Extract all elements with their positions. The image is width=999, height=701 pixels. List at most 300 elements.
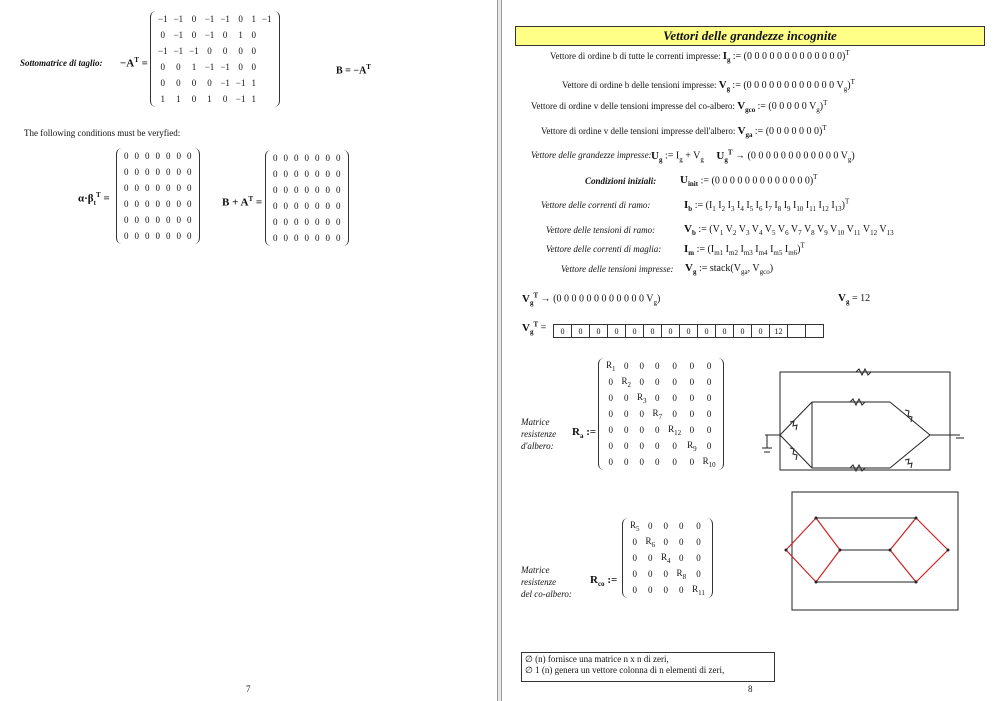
- vector-cell: 0: [572, 325, 590, 338]
- matrix-cell: 0: [639, 409, 645, 419]
- matrix-cell: 0: [238, 14, 243, 24]
- matrix-cell: 0: [124, 167, 129, 177]
- matrix-cell: 0: [294, 169, 299, 179]
- matrix-cell: 0: [336, 233, 341, 243]
- matrix-cell: 0: [294, 201, 299, 211]
- matrix-cell: 0: [283, 169, 288, 179]
- matrix-row: [627, 534, 708, 550]
- matrix-cell: 0: [672, 377, 677, 387]
- matrix-cell: 1: [176, 94, 181, 104]
- matrix-cell: 0: [134, 151, 139, 161]
- vector-cell: 0: [680, 325, 698, 338]
- condizioni-iniziali-line: Condizioni iniziali:: [585, 176, 657, 186]
- list-subscript: 9: [824, 229, 828, 237]
- grandezze-impresse-expr: $U_g$ := $I_g + V_g$ $U_g^T \to (0$ 0 0 0 0 0 0 0 0 0 0 0 $V_g$): [651, 148, 855, 164]
- vector-cell: 0: [752, 325, 770, 338]
- matrix-cell: 0: [304, 233, 309, 243]
- matrix-cell: 0: [238, 62, 243, 72]
- matrix-cell: 0: [679, 585, 684, 595]
- matrix-cell: 0: [315, 185, 320, 195]
- list-subscript: 13: [834, 205, 842, 214]
- matrix-cell: 0: [648, 569, 653, 579]
- matrix-cell: 0: [325, 169, 330, 179]
- matrix-cell: 0: [689, 409, 695, 419]
- vg-transpose-eval: $V_g^T \to (0$ 0 0 0 0 0 0 0 0 0 0 0 $V_g$): [522, 291, 661, 307]
- vector-cell: [788, 325, 806, 338]
- sottomatrice-expression: $-A^T$ =: [120, 56, 148, 70]
- matrix-cell: 1: [238, 30, 243, 40]
- list-subscript: 1: [719, 229, 724, 237]
- matrix-cell: 0: [632, 569, 637, 579]
- page-7: [0, 0, 497, 701]
- matrix-cell: 0: [672, 393, 677, 403]
- rco-label: Matrice resistenze del co-albero:: [521, 565, 572, 599]
- conditions-text: The following conditions must be veryfied:: [24, 128, 181, 138]
- matrix-cell: 0: [706, 393, 712, 403]
- matrix-cell: −1: [235, 78, 246, 88]
- matrix-cell: 0: [166, 231, 171, 241]
- matrix-cell: 0: [155, 199, 160, 209]
- vector-cell: [806, 325, 824, 338]
- list-subscript: 12: [821, 205, 829, 214]
- matrix-cell: 0: [608, 393, 613, 403]
- matrix-cell: 0: [304, 169, 309, 179]
- matrix-cell: 0: [251, 62, 256, 72]
- matrix-cell: 0: [315, 217, 320, 227]
- matrix-cell: 0: [325, 233, 330, 243]
- matrix-cell: 0: [608, 441, 613, 451]
- vector-cell: 0: [626, 325, 644, 338]
- vector-cell: 0: [716, 325, 734, 338]
- matrix-cell: 0: [207, 46, 212, 56]
- matrix-cell: 0: [672, 409, 677, 419]
- matrix-cell: 0: [679, 553, 684, 563]
- matrix-row: [270, 182, 344, 198]
- matrix-cell: −1: [158, 46, 168, 56]
- matrix-cell: $R_3$: [637, 391, 647, 405]
- matrix-cell: 0: [155, 151, 160, 161]
- matrix-cell: 0: [624, 425, 629, 435]
- matrix-cell: 0: [689, 361, 695, 371]
- matrix-cell: 0: [176, 231, 181, 241]
- matrix-cell: 0: [624, 409, 629, 419]
- matrix-cell: 0: [222, 30, 228, 40]
- matrix-cell: 0: [639, 441, 645, 451]
- matrix-cell: 0: [155, 215, 160, 225]
- matrix-cell: $R_7$: [652, 407, 663, 421]
- matrix-cell: 0: [655, 393, 660, 403]
- matrix-cell: 0: [294, 233, 299, 243]
- matrix-cell: 0: [639, 377, 645, 387]
- matrix-cell: 0: [176, 151, 181, 161]
- matrix-cell: 0: [696, 569, 701, 579]
- matrix-cell: 0: [124, 199, 129, 209]
- matrix-cell: −1: [220, 14, 230, 24]
- ra-expression: $R_a$ :=: [572, 426, 597, 441]
- matrix-cell: 0: [294, 153, 299, 163]
- matrix-cell: 0: [663, 569, 669, 579]
- matrix-cell: 0: [283, 201, 288, 211]
- matrix-cell: 0: [134, 215, 139, 225]
- matrix-cell: −1: [220, 62, 230, 72]
- matrix-subscript: 9: [693, 444, 697, 453]
- matrix-cell: 0: [283, 153, 288, 163]
- matrix-cell: −1: [173, 46, 184, 56]
- correnti-ramo-line: Vettore delle correnti di ramo:: [541, 200, 651, 210]
- matrix-cell: 0: [336, 185, 341, 195]
- matrix-row: [603, 406, 719, 422]
- matrix-cell: −1: [204, 62, 215, 72]
- matrix-cell: 0: [134, 231, 139, 241]
- matrix-row: [121, 212, 195, 228]
- matrix-cell: 0: [251, 46, 256, 56]
- matrix-subscript: 6: [651, 540, 656, 549]
- section-title: Vettori delle grandezze incognite: [515, 26, 985, 46]
- matrix-row: [270, 198, 344, 214]
- vector-cell: 0: [734, 325, 752, 338]
- matrix-cell: 0: [672, 361, 677, 371]
- vector-cell: 0: [698, 325, 716, 338]
- matrix-cell: 0: [145, 151, 150, 161]
- list-subscript: m4: [758, 249, 768, 258]
- matrix-cell: 0: [639, 457, 645, 467]
- matrix-cell: 0: [145, 167, 150, 177]
- matrix-cell: $R_2$: [621, 375, 632, 389]
- matrix-cell: $R_{11}$: [692, 583, 705, 597]
- vector-cell: 0: [662, 325, 680, 338]
- page-number: 8: [748, 684, 753, 694]
- matrix-cell: 0: [145, 183, 150, 193]
- list-subscript: m2: [729, 249, 738, 258]
- matrix-cell: 0: [655, 361, 660, 371]
- matrix-cell: −1: [158, 14, 168, 24]
- matrix-row: [270, 166, 344, 182]
- matrix-cell: 0: [679, 521, 684, 531]
- matrix-cell: 0: [655, 425, 660, 435]
- tensioni-ramo-line: Vettore delle tensioni di ramo:: [546, 225, 656, 235]
- matrix-row: [627, 582, 708, 598]
- list-subscript: 5: [772, 229, 776, 237]
- sottomatrice-label: Sottomatrice di taglio:: [20, 58, 103, 68]
- matrix-cell: 0: [336, 217, 341, 227]
- matrix-cell: 0: [283, 217, 288, 227]
- matrix-cell: 0: [315, 233, 320, 243]
- matrix-cell: −1: [204, 14, 215, 24]
- matrix-cell: 1: [251, 14, 256, 24]
- matrix-cell: 0: [679, 537, 684, 547]
- B-plus-A-zero-matrix: [265, 150, 349, 246]
- matrix-cell: 0: [672, 441, 677, 451]
- ra-label: Matrice resistenze d'albero:: [521, 417, 557, 451]
- matrix-row: [603, 390, 719, 406]
- matrix-cell: $R_5$: [630, 519, 640, 533]
- matrix-cell: 0: [166, 151, 171, 161]
- matrix-subscript: 3: [643, 396, 647, 405]
- matrix-row: [270, 230, 344, 246]
- matrix-cell: 0: [176, 199, 181, 209]
- matrix-cell: 0: [273, 153, 278, 163]
- grandezze-impresse-line: Vettore delle grandezze impresse:: [531, 150, 652, 160]
- matrix-row: [603, 374, 719, 390]
- tensioni-stack-expr: $V_g$ := $stack(V_{ga}$, $V_{gco}$): [685, 262, 774, 277]
- matrix-cell: 0: [155, 231, 160, 241]
- matrix-cell: 0: [663, 537, 669, 547]
- matrix-cell: 0: [145, 215, 150, 225]
- matrix-row: [627, 518, 708, 534]
- rco-matrix: [622, 518, 713, 598]
- matrix-cell: 0: [663, 521, 669, 531]
- list-subscript: 1: [712, 205, 716, 214]
- matrix-cell: 0: [166, 167, 171, 177]
- matrix-cell: 0: [304, 185, 309, 195]
- matrix-subscript: 12: [674, 428, 682, 437]
- matrix-cell: 0: [273, 169, 278, 179]
- condizioni-iniziali-expr: $U_{init}$ := (0 0 0 0 0 0 0 0 0 0 0 0 0)$^T$: [680, 173, 818, 189]
- list-subscript: 8: [811, 229, 815, 237]
- matrix-cell: 0: [624, 457, 629, 467]
- matrix-cell: $R_8$: [676, 567, 687, 581]
- list-subscript: 8: [777, 205, 782, 214]
- matrix-cell: 0: [639, 361, 645, 371]
- zero-functions-note: ∅ (n) fornisce una matrice n x n di zeri, ∅ 1 (n) genera un vettore colonna di n elementi di zeri,: [521, 652, 775, 682]
- matrix-cell: 0: [191, 14, 197, 24]
- matrix-cell: 0: [325, 153, 330, 163]
- matrix-subscript: 11: [698, 588, 705, 597]
- matrix-cell: −1: [235, 94, 246, 104]
- matrix-subscript: 4: [667, 556, 671, 565]
- correnti-ramo-expr: $I_b$ := ($I_1$ $I_2$ $I_3$ $I_4$ $I_5$ $I_6$ $I_7$ $I_8$ $I_9$ $I_{10}$ $I_{11}$ $I_{12}$ $I_{13})^T$: [684, 198, 850, 214]
- matrix-cell: 0: [689, 457, 695, 467]
- matrix-cell: 0: [176, 78, 181, 88]
- list-subscript: 11: [853, 229, 861, 237]
- matrix-cell: 0: [145, 199, 150, 209]
- list-subscript: 6: [759, 205, 763, 214]
- page-number: 7: [246, 684, 251, 694]
- matrix-cell: 0: [124, 151, 129, 161]
- matrix-cell: 0: [273, 201, 278, 211]
- list-superscript: T: [845, 198, 850, 206]
- matrix-row: [155, 11, 275, 27]
- matrix-cell: 1: [251, 78, 256, 88]
- matrix-cell: −1: [261, 14, 272, 24]
- matrix-cell: 0: [608, 409, 613, 419]
- matrix-cell: 0: [304, 217, 309, 227]
- matrix-cell: −1: [173, 30, 184, 40]
- matrix-cell: 0: [639, 425, 645, 435]
- matrix-cell: 0: [294, 185, 299, 195]
- list-subscript: 6: [785, 229, 789, 237]
- matrix-row: [121, 164, 195, 180]
- matrix-cell: 1: [251, 94, 256, 104]
- matrix-cell: 0: [191, 78, 197, 88]
- vg-value: $V_g = 12$: [838, 292, 871, 307]
- matrix-cell: $R_{12}$: [668, 423, 682, 437]
- matrix-subscript: 5: [636, 524, 640, 533]
- graph-diagram: [778, 490, 968, 622]
- list-superscript: T: [800, 242, 805, 250]
- matrix-row: [155, 43, 275, 59]
- matrix-cell: 0: [632, 585, 637, 595]
- matrix-cell: 0: [160, 78, 166, 88]
- matrix-cell: 0: [336, 169, 341, 179]
- current-list: := ($I_1$ $I_2$ $I_3$ $I_4$ $I_5$ $I_6$ $I_7$ $I_8$ $I_9$ $I_{10}$ $I_{11}$ $I_{12}$ $I_{13})^T$: [694, 198, 850, 214]
- list-subscript: 10: [796, 205, 804, 214]
- list-subscript: 4: [740, 205, 744, 214]
- matrix-cell: 0: [336, 153, 341, 163]
- matrix-cell: 0: [336, 201, 341, 211]
- matrix-cell: 0: [315, 153, 320, 163]
- matrix-cell: $R_4$: [661, 551, 671, 565]
- list-subscript: m5: [773, 249, 783, 258]
- matrix-row: [603, 438, 719, 454]
- alpha-beta-expression: $\alpha\cdot\beta_t^T$ =: [78, 191, 110, 207]
- matrix-cell: 0: [689, 425, 695, 435]
- matrix-cell: 0: [315, 169, 320, 179]
- vector-cell: 0: [590, 325, 608, 338]
- matrix-cell: 0: [191, 94, 197, 104]
- tensioni-impresse-line: Vettore di ordine b delle tensioni impresse: $V_g$ := (0 0 0 0 0 0 0 0 0 0 0 0 $V_g)^T$: [562, 78, 855, 94]
- B-plus-A-expression: $B + A^T$ =: [222, 195, 263, 209]
- matrix-cell: 0: [304, 201, 309, 211]
- matrix-cell: 0: [304, 153, 309, 163]
- tensioni-ramo-expr: $V_b$ := ($V_1$ $V_2$ $V_3$ $V_4$ $V_5$ $V_6$ $V_7$ $V_8$ $V_9$ $V_{10}$ $V_{11}$ $V_{12}$ $V_{13}$: [684, 223, 894, 238]
- matrix-cell: 0: [283, 233, 288, 243]
- matrix-cell: 0: [273, 233, 278, 243]
- list-subscript: 7: [768, 205, 772, 214]
- matrix-cell: 0: [624, 441, 629, 451]
- matrix-cell: 0: [608, 457, 613, 467]
- matrix-row: [270, 214, 344, 230]
- matrix-cell: 0: [294, 217, 299, 227]
- mesh-current-list: := ($I_{m1}$ $I_{m2}$ $I_{m3}$ $I_{m4}$ $I_{m5}$ $I_{m6})^T$: [696, 242, 805, 258]
- matrix-cell: $R_9$: [687, 439, 697, 453]
- matrix-cell: 0: [696, 537, 701, 547]
- matrix-cell: 0: [160, 30, 166, 40]
- matrix-cell: 0: [222, 94, 228, 104]
- matrix-cell: 1: [160, 94, 166, 104]
- matrix-cell: −1: [204, 30, 215, 40]
- list-subscript: 3: [730, 205, 735, 214]
- matrix-cell: 0: [176, 167, 181, 177]
- matrix-cell: $R_{10}$: [702, 455, 716, 469]
- matrix-cell: 0: [134, 199, 139, 209]
- matrix-cell: 0: [689, 377, 695, 387]
- matrix-cell: 0: [187, 215, 192, 225]
- matrix-row: [627, 566, 708, 582]
- matrix-cell: 0: [187, 231, 192, 241]
- matrix-cell: 0: [160, 62, 166, 72]
- vector-cell: 0: [644, 325, 662, 338]
- matrix-cell: 1: [207, 94, 212, 104]
- matrix-row: [121, 180, 195, 196]
- list-subscript: 2: [721, 205, 726, 214]
- matrix-cell: 0: [689, 393, 695, 403]
- list-subscript: 5: [749, 205, 754, 214]
- correnti-maglia-expr: $I_m$ := ($I_{m1}$ $I_{m2}$ $I_{m3}$ $I_{m4}$ $I_{m5}$ $I_{m6})^T$: [684, 242, 805, 258]
- vector-cell: 0: [608, 325, 626, 338]
- matrix-cell: 0: [251, 30, 256, 40]
- matrix-cell: 0: [134, 183, 139, 193]
- matrix-cell: 0: [648, 585, 653, 595]
- matrix-cell: 0: [696, 553, 701, 563]
- matrix-row: [603, 422, 719, 438]
- B-definition: $B = -A^T$: [336, 63, 371, 77]
- matrix-row: [155, 59, 275, 75]
- list-subscript: m6: [788, 249, 798, 258]
- tensioni-coalbero-line: Vettore di ordine v delle tensioni impresse del co-albero: $V_{gco}$ := (0 0 0 0 0 $V_g)^T$: [531, 99, 828, 115]
- matrix-cell: 0: [187, 183, 192, 193]
- matrix-cell: 0: [706, 425, 712, 435]
- matrix-cell: $R_1$: [606, 359, 616, 373]
- matrix-cell: 0: [124, 215, 129, 225]
- vg-transpose-table-label: $V_g^T$ =: [522, 320, 547, 336]
- matrix-cell: 0: [273, 217, 278, 227]
- matrix-cell: 0: [166, 183, 171, 193]
- matrix-row: [627, 550, 708, 566]
- matrix-row: [603, 358, 719, 374]
- matrix-cell: 0: [191, 30, 197, 40]
- voltage-list: := ($V_1$ $V_2$ $V_3$ $V_4$ $V_5$ $V_6$ $V_7$ $V_8$ $V_9$ $V_{10}$ $V_{11}$ $V_{12}$ $V_{13}$: [698, 224, 894, 237]
- matrix-cell: 0: [325, 217, 330, 227]
- matrix-cell: 0: [187, 167, 192, 177]
- matrix-cell: 0: [187, 199, 192, 209]
- matrix-cell: 0: [176, 62, 181, 72]
- matrix-cell: 0: [325, 185, 330, 195]
- matrix-cell: 0: [624, 393, 629, 403]
- matrix-subscript: 1: [612, 364, 616, 373]
- matrix-cell: −1: [189, 46, 199, 56]
- list-subscript: 13: [886, 229, 894, 237]
- matrix-cell: 0: [706, 409, 712, 419]
- list-subscript: 9: [787, 205, 791, 214]
- matrix-cell: 0: [273, 185, 278, 195]
- matrix-row: [121, 196, 195, 212]
- matrix-cell: 0: [155, 183, 160, 193]
- matrix-cell: −1: [220, 78, 230, 88]
- matrix-cell: 0: [632, 537, 637, 547]
- vector-cell: 0: [554, 325, 572, 338]
- matrix-subscript: 8: [682, 572, 687, 581]
- matrix-cell: 0: [238, 46, 243, 56]
- matrix-cell: 0: [124, 231, 129, 241]
- matrix-cell: 0: [648, 521, 653, 531]
- list-subscript: 10: [837, 229, 845, 237]
- ra-matrix: [598, 358, 724, 470]
- matrix-cell: 0: [655, 457, 660, 467]
- matrix-cell: 0: [696, 521, 701, 531]
- matrix-cell: 0: [124, 183, 129, 193]
- vector-cell: 12: [770, 325, 788, 338]
- neg-A-transpose-matrix: [150, 11, 280, 107]
- list-subscript: m1: [714, 249, 724, 258]
- list-subscript: 3: [745, 229, 750, 237]
- matrix-row: [155, 27, 275, 43]
- matrix-cell: 0: [706, 361, 712, 371]
- matrix-cell: 0: [325, 201, 330, 211]
- matrix-cell: 0: [655, 377, 660, 387]
- tensioni-stack-line: Vettore delle tensioni impresse:: [561, 264, 674, 274]
- list-subscript: 4: [758, 229, 763, 237]
- matrix-row: [121, 228, 195, 244]
- matrix-cell: −1: [173, 14, 184, 24]
- matrix-row: [270, 150, 344, 166]
- matrix-cell: 0: [648, 553, 653, 563]
- tensioni-albero-line: Vettore di ordine v delle tensioni impresse dell'albero: $V_{ga}$ := (0 0 0 0 0 0 0)$^T$: [541, 124, 827, 140]
- matrix-cell: 0: [624, 361, 629, 371]
- matrix-cell: 1: [191, 62, 197, 72]
- matrix-cell: 0: [166, 215, 171, 225]
- matrix-cell: 0: [166, 199, 171, 209]
